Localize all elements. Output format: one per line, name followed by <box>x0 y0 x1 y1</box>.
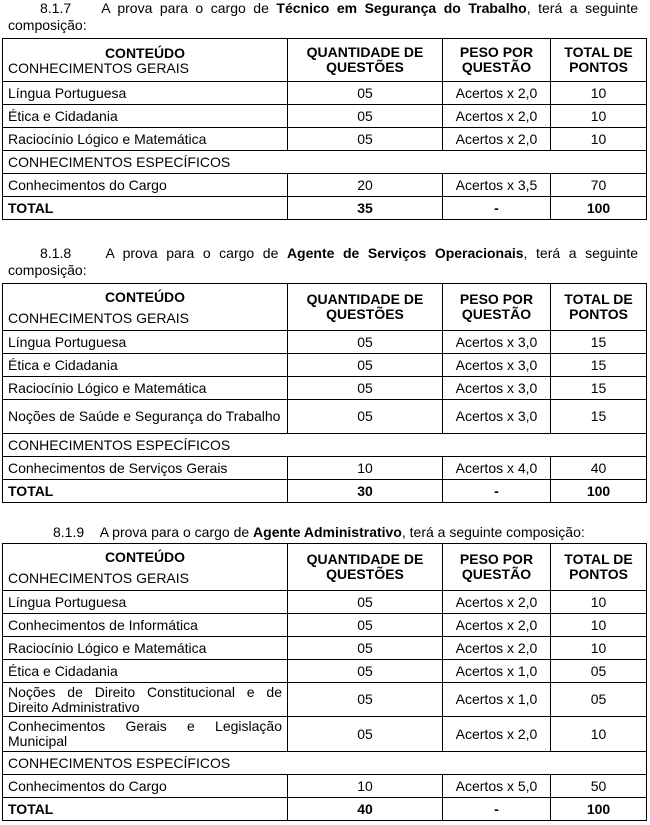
questoes-cell: 05 <box>288 331 443 354</box>
peso-cell: Acertos x 2,0 <box>443 82 551 105</box>
header-peso: PESO POR QUESTÃO <box>443 39 551 82</box>
questoes-cell: 05 <box>288 717 443 752</box>
disciplina-cell: Raciocínio Lógico e Matemática <box>3 637 288 660</box>
conteudo-header-cell <box>3 544 288 591</box>
table-row <box>3 174 647 197</box>
questoes-cell: 10 <box>288 775 443 798</box>
disciplina-cell: Noções de Saúde e Segurança do Trabalho <box>3 400 288 434</box>
pontos-cell: 15 <box>551 400 647 434</box>
peso-cell: Acertos x 2,0 <box>443 717 551 752</box>
pontos-cell: 50 <box>551 775 647 798</box>
table-row <box>3 614 647 637</box>
questoes-cell: 05 <box>288 128 443 151</box>
table-row <box>3 660 647 683</box>
disciplina-cell: Língua Portuguesa <box>3 591 288 614</box>
peso-cell: Acertos x 1,0 <box>443 683 551 717</box>
group-label-gerais: CONHECIMENTOS GERAIS <box>8 310 189 326</box>
pontos-cell: 15 <box>551 354 647 377</box>
questoes-cell: 05 <box>288 377 443 400</box>
peso-cell: Acertos x 1,0 <box>443 660 551 683</box>
group-label-especificos: CONHECIMENTOS ESPECÍFICOS <box>3 752 647 775</box>
pontos-cell: 05 <box>551 660 647 683</box>
disciplina-cell: Conhecimentos do Cargo <box>3 775 288 798</box>
cargo-name: Agente de Serviços Operacionais <box>286 245 524 261</box>
intro-text: A prova para o cargo de <box>101 0 277 16</box>
peso-cell: Acertos x 2,0 <box>443 637 551 660</box>
pontos-cell: 10 <box>551 82 647 105</box>
group-label-especificos: CONHECIMENTOS ESPECÍFICOS <box>3 434 647 457</box>
questoes-cell: 20 <box>288 174 443 197</box>
total-pontos: 100 <box>551 798 647 821</box>
total-questoes: 30 <box>288 480 443 503</box>
table-row <box>3 457 647 480</box>
pontos-cell: 15 <box>551 331 647 354</box>
peso-cell: Acertos x 5,0 <box>443 775 551 798</box>
conteudo-header-cell <box>3 284 288 331</box>
pontos-cell: 10 <box>551 105 647 128</box>
peso-cell: Acertos x 2,0 <box>443 591 551 614</box>
questoes-cell: 05 <box>288 82 443 105</box>
section-intro <box>8 0 638 34</box>
disciplina-cell: Língua Portuguesa <box>3 82 288 105</box>
questoes-cell: 05 <box>288 591 443 614</box>
intro-text: , terá a seguinte composição: <box>8 0 638 33</box>
intro-text: , terá a seguinte composição: <box>401 524 585 540</box>
header-conteudo: CONTEÚDO <box>104 289 186 305</box>
header-total: TOTAL DE PONTOS <box>551 544 647 591</box>
disciplina-cell: Conhecimentos do Cargo <box>3 174 288 197</box>
disciplina-cell: Noções de Direito Constitucional e de Direito Administrativo <box>3 683 288 717</box>
group-label-especificos: CONHECIMENTOS ESPECÍFICOS <box>3 151 647 174</box>
header-total: TOTAL DE PONTOS <box>551 39 647 82</box>
questoes-cell: 05 <box>288 614 443 637</box>
questoes-cell: 05 <box>288 637 443 660</box>
peso-cell: Acertos x 2,0 <box>443 128 551 151</box>
pontos-cell: 10 <box>551 717 647 752</box>
disciplina-cell: Raciocínio Lógico e Matemática <box>3 128 288 151</box>
group-label-gerais: CONHECIMENTOS GERAIS <box>8 570 189 586</box>
table-row <box>3 354 647 377</box>
table-row <box>3 105 647 128</box>
intro-text: , terá a seguinte composição: <box>8 245 639 278</box>
total-label: TOTAL <box>3 798 288 821</box>
peso-cell: Acertos x 2,0 <box>443 105 551 128</box>
header-total: TOTAL DE PONTOS <box>551 284 647 331</box>
questoes-cell: 05 <box>288 354 443 377</box>
peso-cell: Acertos x 3,0 <box>443 354 551 377</box>
table-row <box>3 377 647 400</box>
section-intro <box>8 524 638 541</box>
table-row <box>3 331 647 354</box>
pontos-cell: 15 <box>551 377 647 400</box>
section-number: 8.1.7 <box>40 0 72 16</box>
table-row <box>3 591 647 614</box>
section-intro <box>8 245 638 279</box>
header-conteudo: CONTEÚDO <box>104 549 186 565</box>
peso-cell: Acertos x 3,0 <box>443 400 551 434</box>
disciplina-cell: Ética e Cidadania <box>3 660 288 683</box>
disciplina-cell: Língua Portuguesa <box>3 331 288 354</box>
header-quantidade: QUANTIDADE DE QUESTÕES <box>288 544 443 591</box>
pontos-cell: 10 <box>551 637 647 660</box>
pontos-cell: 05 <box>551 683 647 717</box>
table-row <box>3 128 647 151</box>
disciplina-cell: Conhecimentos Gerais e Legislação Municipal <box>3 717 288 752</box>
composition-table <box>2 543 647 821</box>
table-row <box>3 775 647 798</box>
peso-cell: Acertos x 2,0 <box>443 614 551 637</box>
questoes-cell: 05 <box>288 400 443 434</box>
header-quantidade: QUANTIDADE DE QUESTÕES <box>288 39 443 82</box>
total-peso: - <box>443 197 551 220</box>
pontos-cell: 10 <box>551 614 647 637</box>
peso-cell: Acertos x 4,0 <box>443 457 551 480</box>
table-row <box>3 717 647 752</box>
table-row <box>3 637 647 660</box>
table-row <box>3 82 647 105</box>
questoes-cell: 05 <box>288 105 443 128</box>
peso-cell: Acertos x 3,0 <box>443 331 551 354</box>
pontos-cell: 10 <box>551 591 647 614</box>
composition-table <box>2 38 647 220</box>
cargo-name: Agente Administrativo <box>253 524 402 540</box>
total-pontos: 100 <box>551 197 647 220</box>
disciplina-cell: Conhecimentos de Informática <box>3 614 288 637</box>
pontos-cell: 10 <box>551 128 647 151</box>
total-peso: - <box>443 798 551 821</box>
conteudo-header-cell <box>3 39 288 82</box>
total-row <box>3 798 647 821</box>
section-number: 8.1.8 <box>40 245 72 261</box>
peso-cell: Acertos x 3,0 <box>443 377 551 400</box>
intro-text: A prova para o cargo de <box>105 245 287 261</box>
cargo-name: Técnico em Segurança do Trabalho <box>276 0 527 16</box>
header-peso: PESO POR QUESTÃO <box>443 544 551 591</box>
section-number: 8.1.9 <box>53 524 85 540</box>
pontos-cell: 40 <box>551 457 647 480</box>
total-peso: - <box>443 480 551 503</box>
total-questoes: 35 <box>288 197 443 220</box>
header-conteudo: CONTEÚDO <box>104 45 186 61</box>
questoes-cell: 05 <box>288 683 443 717</box>
pontos-cell: 70 <box>551 174 647 197</box>
questoes-cell: 05 <box>288 660 443 683</box>
table-row <box>3 400 647 434</box>
peso-cell: Acertos x 3,5 <box>443 174 551 197</box>
intro-text: A prova para o cargo de <box>99 524 254 540</box>
questoes-cell: 10 <box>288 457 443 480</box>
total-pontos: 100 <box>551 480 647 503</box>
header-peso: PESO POR QUESTÃO <box>443 284 551 331</box>
composition-table <box>2 283 647 503</box>
total-questoes: 40 <box>288 798 443 821</box>
disciplina-cell: Ética e Cidadania <box>3 105 288 128</box>
group-label-gerais: CONHECIMENTOS GERAIS <box>8 60 189 76</box>
total-row <box>3 197 647 220</box>
table-row <box>3 683 647 717</box>
disciplina-cell: Ética e Cidadania <box>3 354 288 377</box>
total-label: TOTAL <box>3 197 288 220</box>
total-label: TOTAL <box>3 480 288 503</box>
disciplina-cell: Raciocínio Lógico e Matemática <box>3 377 288 400</box>
disciplina-cell: Conhecimentos de Serviços Gerais <box>3 457 288 480</box>
header-quantidade: QUANTIDADE DE QUESTÕES <box>288 284 443 331</box>
total-row <box>3 480 647 503</box>
